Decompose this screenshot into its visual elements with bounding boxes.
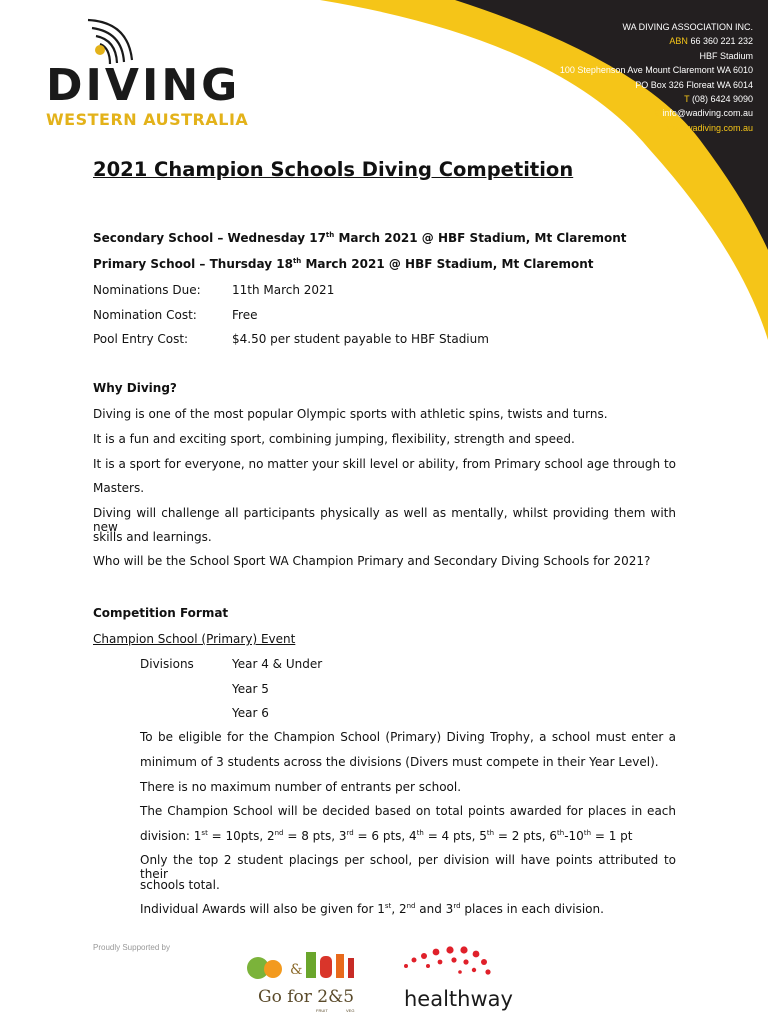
phone-label: T [684, 94, 690, 105]
logo-subtitle: WESTERN AUSTRALIA [46, 110, 249, 129]
healthway-wordmark: healthway [404, 987, 513, 1011]
document-title: 2021 Champion Schools Diving Competition [93, 158, 574, 181]
why-diving-heading: Why Diving? [93, 381, 177, 395]
detail-value-nomination-cost: Free [232, 308, 258, 322]
svg-text:&: & [290, 962, 303, 978]
email-label: E [653, 108, 660, 119]
secondary-sup: th [325, 231, 335, 239]
diving-logo-arcs-icon [88, 20, 132, 64]
primary-sup: th [292, 257, 302, 265]
gofor-veg-label: VEG [346, 1008, 355, 1013]
healthway-dots-icon [404, 946, 491, 974]
why-paragraph-4a: Diving will challenge all participants physically as well as mentally, whilst providing them with new [93, 506, 676, 534]
carrot-icon [336, 954, 344, 978]
abn-label: ABN [669, 36, 688, 47]
org-email [493, 106, 753, 120]
why-paragraph-3b: Masters. [93, 481, 145, 495]
detail-value-pool-entry: $4.50 per student payable to HBF Stadium [232, 332, 489, 346]
why-paragraph-1: Diving is one of the most popular Olympic sports with athletic spins, twists and turns. [93, 407, 608, 421]
celery-icon [306, 952, 316, 978]
org-name: WA DIVING ASSOCIATION INC. [622, 22, 753, 32]
healthway-logo [398, 944, 526, 1014]
eligibility-line-2: minimum of 3 students across the divisions (Divers must compete in their Year Level). [140, 755, 659, 769]
why-paragraph-4b: skills and learnings. [93, 530, 212, 544]
secondary-date-text: Secondary School – Wednesday 17 [93, 231, 326, 245]
gofor25-logo [240, 944, 390, 1014]
org-abn [493, 34, 753, 48]
chili-icon [348, 958, 354, 978]
org-address1: 100 Stephenson Ave Mount Claremont WA 6010 [559, 65, 753, 76]
detail-label-nomination-cost: Nomination Cost: [93, 308, 197, 322]
logo-wordmark: DIVING [46, 60, 241, 111]
primary-school-date [93, 257, 594, 271]
why-paragraph-2: It is a fun and exciting sport, combining jumping, flexibility, strength and speed. [93, 432, 575, 446]
primary-date-text: Primary School – Thursday 18 [93, 257, 293, 271]
secondary-school-date [93, 231, 626, 245]
why-paragraph-3a: It is a sport for everyone, no matter your skill level or ability, from Primary school age through to [93, 457, 676, 471]
individual-awards-line: Individual Awards will also be given for 1st, 2nd and 3rd places in each division. [140, 902, 604, 916]
org-contact-block [493, 20, 753, 135]
top-two-line-1: Only the top 2 student placings per school, per division will have points attributed to their [140, 853, 676, 881]
primary-venue-text: March 2021 @ HBF Stadium, Mt Claremont [301, 257, 594, 271]
supported-by-label: Proudly Supported by [93, 943, 170, 952]
divisions-label: Divisions [140, 657, 194, 671]
competition-format-heading: Competition Format [93, 606, 229, 620]
why-paragraph-5: Who will be the School Sport WA Champion Primary and Secondary Diving Schools for 2021? [93, 554, 651, 568]
gofor-fruit-label: FRUIT [316, 1008, 328, 1013]
org-phone [493, 92, 753, 106]
primary-event-heading: Champion School (Primary) Event [93, 632, 296, 646]
phone-value: (08) 6424 9090 [691, 94, 753, 105]
email-link[interactable]: info@wadiving.com.au [662, 108, 753, 119]
top-two-line-2: schools total. [140, 878, 220, 892]
gofor-text: Go for 2&5 [258, 987, 355, 1007]
org-address2: PO Box 326 Floreat WA 6014 [635, 79, 753, 90]
tomato-icon [320, 956, 332, 978]
abn-value: 66 360 221 232 [690, 36, 753, 47]
points-line-1: The Champion School will be decided based on total points awarded for places in each [140, 804, 676, 818]
points-line-2: division: 1st = 10pts, 2nd = 8 pts, 3rd = 6 pts, 4th = 4 pts, 5th = 2 pts, 6th-10th = 1 pt [140, 829, 633, 843]
org-venue: HBF Stadium [699, 50, 753, 61]
division-item: Year 4 & Under [232, 657, 323, 671]
website-link[interactable]: www.wadiving.com.au [664, 122, 753, 133]
detail-label-pool-entry: Pool Entry Cost: [93, 332, 189, 346]
detail-label-nominations-due: Nominations Due: [93, 283, 201, 297]
secondary-venue-text: March 2021 @ HBF Stadium, Mt Claremont [334, 231, 627, 245]
orange-icon [264, 960, 282, 978]
no-maximum-line: There is no maximum number of entrants per school. [140, 780, 462, 794]
detail-value-nominations-due: 11th March 2021 [232, 283, 335, 297]
division-item: Year 5 [232, 682, 269, 696]
division-item: Year 6 [232, 706, 269, 720]
diver-dot-icon [95, 45, 105, 55]
eligibility-line-1: To be eligible for the Champion School (Primary) Diving Trophy, a school must enter a [140, 730, 676, 744]
